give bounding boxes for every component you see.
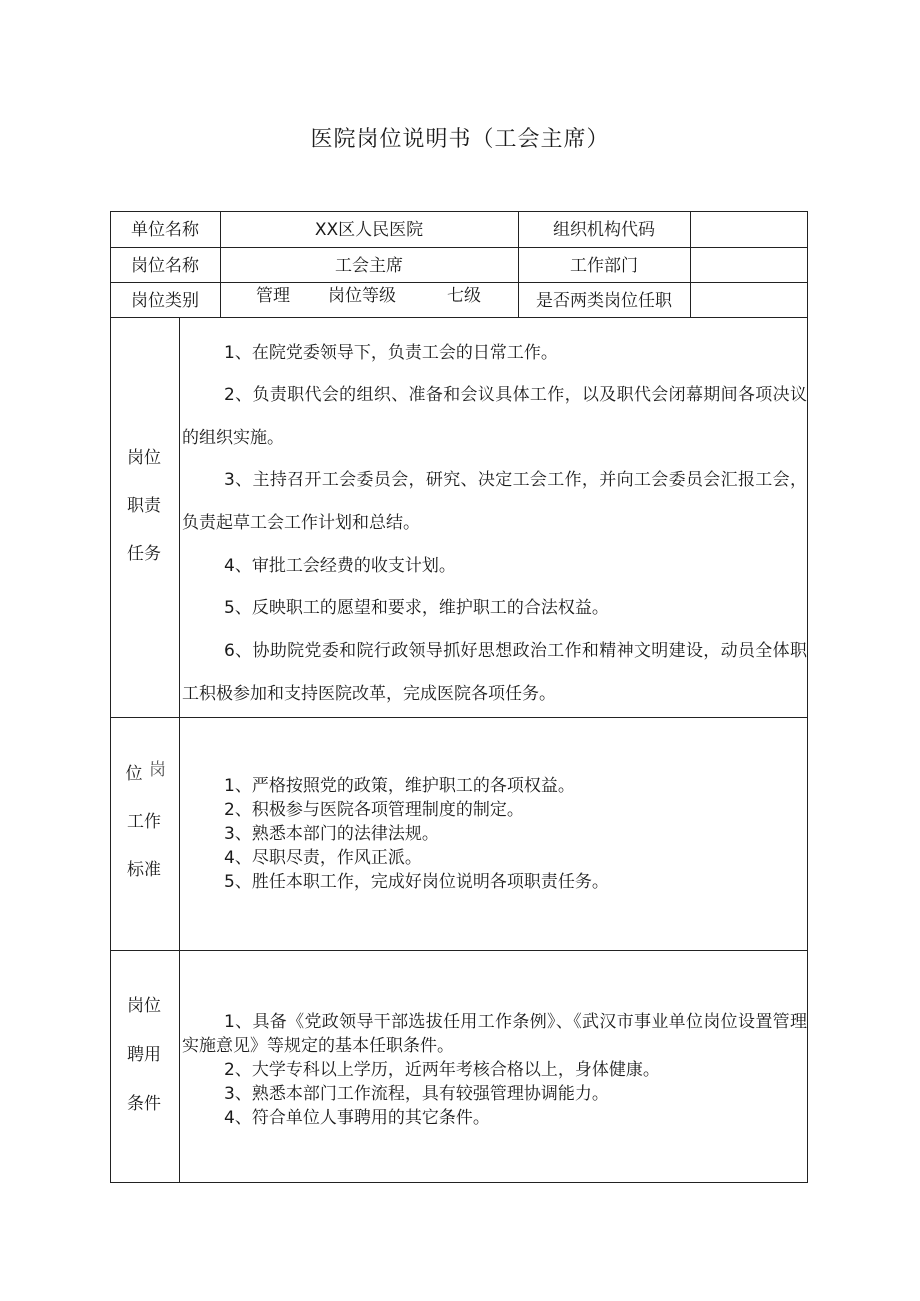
org-code-label: 组织机构代码 xyxy=(553,220,655,240)
row-divider xyxy=(110,247,808,248)
standard-item: 2、积极参与医院各项管理制度的制定。 xyxy=(224,800,524,820)
post-name-label: 岗位名称 xyxy=(131,256,199,276)
conditions-label-line: 条件 xyxy=(127,1094,161,1114)
duty-item: 6、协助院党委和院行政领导抓好思想政治工作和精神文明建设，动员全体职工积极参加和支持医院改革，完成医院各项任务。 xyxy=(182,641,807,704)
condition-item: 2、大学专科以上学历，近两年考核合格以上，身体健康。 xyxy=(224,1060,660,1080)
duties-label-line: 职责 xyxy=(127,496,161,516)
post-type-label: 岗位类别 xyxy=(131,291,199,311)
unit-name-value: XX区人民医院 xyxy=(314,220,424,240)
conditions-label-line: 聘用 xyxy=(127,1045,161,1065)
conditions-label-line: 岗位 xyxy=(127,996,161,1016)
standard-item: 3、熟悉本部门的法律法规。 xyxy=(224,824,439,844)
standards-label-smudge: 岗 xyxy=(149,760,166,780)
duties-label-line: 岗位 xyxy=(127,448,161,468)
duty-item: 2、负责职代会的组织、准备和会议具体工作，以及职代会闭幕期间各项决议的组织实施。 xyxy=(182,385,807,448)
post-name-value: 工会主席 xyxy=(335,256,403,276)
column-divider xyxy=(690,211,691,317)
standard-item: 1、严格按照党的政策，维护职工的各项权益。 xyxy=(224,776,575,796)
standard-item: 5、胜任本职工作，完成好岗位说明各项职责任务。 xyxy=(224,872,609,892)
row-divider xyxy=(110,717,808,718)
condition-item: 1、具备《党政领导干部选拔任用工作条例》、《武汉市事业单位岗位设置管理实施意见》等规定的基本任职条件。 xyxy=(182,1012,807,1056)
standards-label-line: 标准 xyxy=(127,860,161,880)
conditions-list xyxy=(182,1010,807,1130)
row-divider xyxy=(110,950,808,951)
page-title: 医院岗位说明书（工会主席） xyxy=(310,127,610,152)
duty-item: 3、主持召开工会委员会，研究、决定工会工作，并向工会委员会汇报工会，负责起草工会工作计划和总结。 xyxy=(182,470,807,533)
condition-item: 4、符合单位人事聘用的其它条件。 xyxy=(224,1108,490,1128)
standards-list xyxy=(182,774,807,894)
post-type-value: 管理 xyxy=(256,286,290,306)
duty-item: 1、在院党委领导下，负责工会的日常工作。 xyxy=(224,343,558,363)
column-divider xyxy=(179,317,180,1183)
standard-item: 4、尽职尽责，作风正派。 xyxy=(224,848,422,868)
standards-label-line: 位 xyxy=(125,764,143,784)
dept-label: 工作部门 xyxy=(570,256,638,276)
condition-item: 3、熟悉本部门工作流程，具有较强管理协调能力。 xyxy=(224,1084,609,1104)
post-level-label: 岗位等级 xyxy=(328,286,396,306)
standards-label-line: 工作 xyxy=(127,812,161,832)
dual-post-label: 是否两类岗位任职 xyxy=(536,291,672,311)
duties-label-line: 任务 xyxy=(127,544,161,564)
duty-item: 5、反映职工的愿望和要求，维护职工的合法权益。 xyxy=(224,598,609,618)
unit-name-label: 单位名称 xyxy=(131,220,199,240)
duty-item: 4、审批工会经费的收支计划。 xyxy=(224,556,456,576)
row-divider xyxy=(110,317,808,318)
post-level-value: 七级 xyxy=(447,286,481,306)
row-divider xyxy=(110,282,808,283)
